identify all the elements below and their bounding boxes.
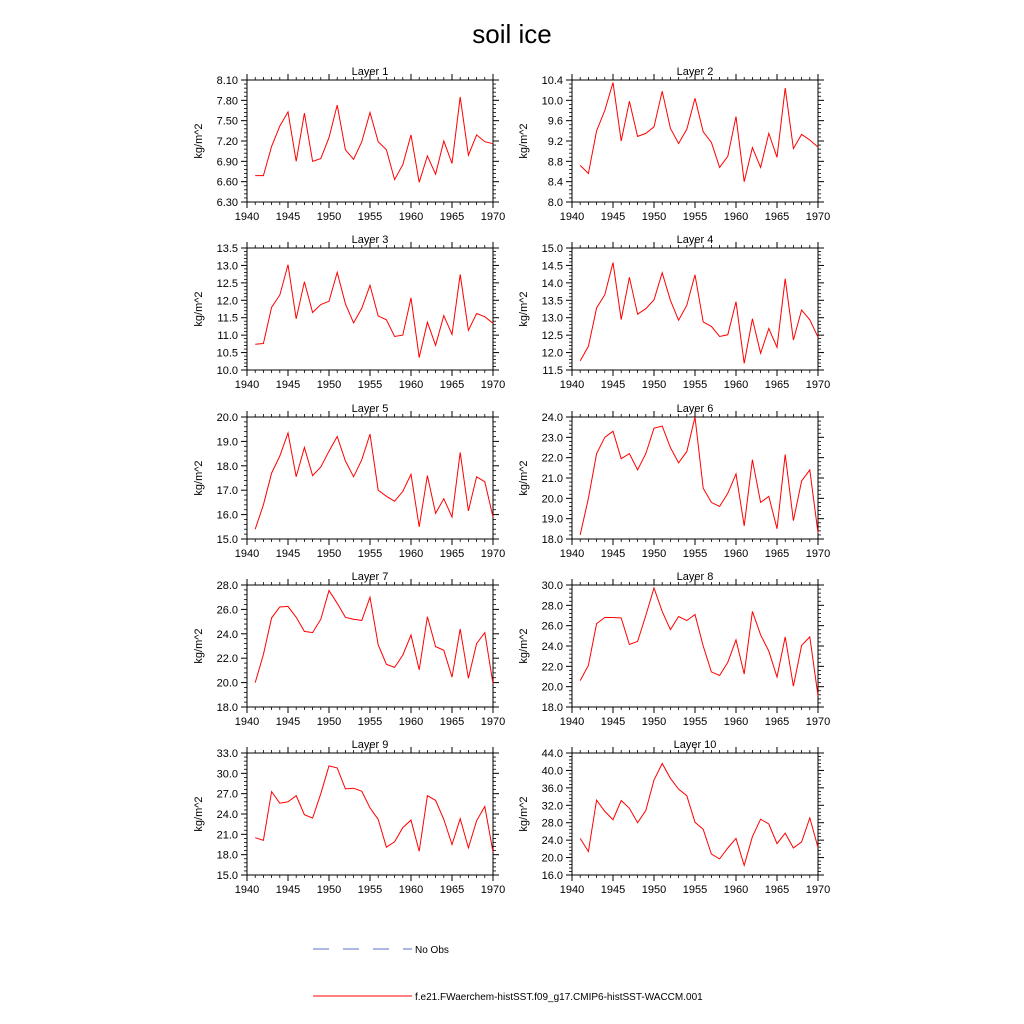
x-tick-label: 1970: [480, 379, 506, 391]
legend-obs-label: No Obs: [415, 945, 449, 956]
y-tick-label: 24.0: [541, 835, 563, 848]
y-tick-label: 24.0: [541, 641, 563, 653]
x-tick-label: 1960: [398, 548, 424, 560]
y-tick-label: 28.0: [541, 817, 563, 830]
x-tick-label: 1945: [600, 379, 626, 391]
x-tick-label: 1945: [275, 211, 301, 223]
x-tick-label: 1940: [234, 716, 260, 728]
y-tick-label: 20.0: [541, 852, 563, 865]
y-tick-label: 20.0: [541, 493, 563, 506]
x-tick-label: 1960: [723, 548, 749, 560]
y-tick-label: 21.0: [541, 473, 563, 485]
y-axis-label: kg/m^2: [518, 291, 530, 327]
y-tick-label: 7.80: [216, 95, 238, 108]
x-tick-label: 1940: [234, 379, 260, 391]
panel-title: Layer 9: [351, 739, 389, 751]
y-tick-label: 13.0: [541, 312, 563, 325]
y-tick-label: 12.0: [216, 295, 238, 308]
y-tick-label: 14.0: [541, 277, 563, 290]
panel-title: Layer 6: [676, 403, 714, 415]
y-tick-label: 18.0: [216, 460, 238, 473]
y-axis-label: kg/m^2: [193, 460, 205, 496]
panel-title: Layer 4: [676, 234, 714, 246]
x-tick-label: 1965: [439, 884, 465, 896]
y-tick-label: 10.0: [541, 95, 563, 108]
y-tick-label: 12.0: [541, 347, 563, 360]
x-tick-label: 1955: [357, 548, 383, 560]
y-tick-label: 27.0: [216, 788, 238, 801]
y-tick-label: 26.0: [216, 604, 238, 617]
y-axis-label: kg/m^2: [193, 796, 205, 832]
y-tick-label: 18.0: [541, 534, 563, 546]
panel-title: Layer 7: [351, 571, 389, 583]
x-tick-label: 1955: [357, 379, 383, 391]
x-tick-label: 1945: [275, 548, 301, 560]
y-tick-label: 14.5: [541, 260, 563, 273]
x-tick-label: 1965: [764, 548, 790, 560]
panel-title: Layer 5: [351, 403, 389, 415]
panel-title: Layer 10: [673, 739, 717, 751]
x-tick-label: 1970: [805, 548, 831, 560]
y-tick-label: 15.0: [541, 243, 563, 255]
figure-title: soil ice: [472, 19, 552, 49]
x-tick-label: 1965: [764, 884, 790, 896]
y-tick-label: 16.0: [541, 870, 563, 882]
y-axis-label: kg/m^2: [193, 123, 205, 159]
x-tick-label: 1970: [480, 548, 506, 560]
y-tick-label: 17.0: [216, 485, 238, 498]
y-tick-label: 22.0: [541, 452, 563, 465]
y-tick-label: 28.0: [216, 580, 238, 592]
panel-title: Layer 8: [676, 571, 714, 583]
x-tick-label: 1945: [600, 548, 626, 560]
x-tick-label: 1950: [316, 716, 342, 728]
y-tick-label: 24.0: [541, 412, 563, 424]
y-tick-label: 28.0: [541, 600, 563, 613]
x-tick-label: 1955: [682, 211, 708, 223]
y-tick-label: 24.0: [216, 628, 238, 641]
y-tick-label: 9.6: [547, 115, 563, 128]
y-tick-label: 36.0: [541, 782, 563, 795]
y-tick-label: 13.0: [216, 260, 238, 273]
x-tick-label: 1950: [641, 716, 667, 728]
x-tick-label: 1960: [398, 379, 424, 391]
x-tick-label: 1950: [316, 379, 342, 391]
y-tick-label: 22.0: [541, 661, 563, 674]
legend-model-label: f.e21.FWaerchem-histSST.f09_g17.CMIP6-histSST-WACCM.001: [415, 992, 703, 1003]
x-tick-label: 1960: [723, 716, 749, 728]
x-tick-label: 1950: [641, 211, 667, 223]
x-tick-label: 1945: [275, 716, 301, 728]
x-tick-label: 1950: [316, 548, 342, 560]
y-tick-label: 32.0: [541, 800, 563, 813]
x-tick-label: 1965: [439, 548, 465, 560]
x-tick-label: 1950: [316, 211, 342, 223]
y-tick-label: 20.0: [216, 677, 238, 690]
x-tick-label: 1940: [559, 548, 585, 560]
y-axis-label: kg/m^2: [518, 628, 530, 664]
y-tick-label: 19.0: [216, 436, 238, 449]
y-tick-label: 12.5: [216, 277, 238, 290]
y-tick-label: 13.5: [216, 243, 238, 255]
y-tick-label: 16.0: [216, 509, 238, 522]
y-tick-label: 13.5: [541, 295, 563, 308]
x-tick-label: 1945: [600, 716, 626, 728]
y-tick-label: 18.0: [541, 702, 563, 714]
y-tick-label: 26.0: [541, 620, 563, 633]
y-tick-label: 23.0: [541, 432, 563, 445]
y-tick-label: 15.0: [216, 870, 238, 882]
x-tick-label: 1970: [480, 716, 506, 728]
y-tick-label: 30.0: [541, 580, 563, 592]
y-tick-label: 10.5: [216, 347, 238, 360]
y-tick-label: 8.10: [216, 75, 238, 87]
y-tick-label: 10.0: [216, 365, 238, 377]
y-axis-label: kg/m^2: [518, 123, 530, 159]
y-tick-label: 7.20: [216, 136, 238, 148]
y-tick-label: 30.0: [216, 768, 238, 781]
x-tick-label: 1955: [682, 884, 708, 896]
y-tick-label: 20.0: [541, 681, 563, 694]
y-tick-label: 15.0: [216, 534, 238, 546]
x-tick-label: 1945: [275, 884, 301, 896]
panel-title: Layer 1: [351, 66, 389, 78]
y-tick-label: 9.2: [547, 136, 563, 148]
x-tick-label: 1950: [641, 548, 667, 560]
x-tick-label: 1960: [723, 211, 749, 223]
y-tick-label: 18.0: [216, 849, 238, 862]
x-tick-label: 1940: [234, 884, 260, 896]
x-tick-label: 1945: [600, 884, 626, 896]
x-tick-label: 1970: [480, 884, 506, 896]
y-tick-label: 6.30: [216, 197, 238, 209]
x-tick-label: 1960: [723, 379, 749, 391]
x-tick-label: 1940: [234, 211, 260, 223]
x-tick-label: 1950: [316, 884, 342, 896]
x-tick-label: 1945: [600, 211, 626, 223]
x-tick-label: 1965: [764, 211, 790, 223]
x-tick-label: 1940: [559, 379, 585, 391]
y-tick-label: 6.90: [216, 156, 238, 169]
y-axis-label: kg/m^2: [518, 460, 530, 496]
x-tick-label: 1955: [357, 211, 383, 223]
y-tick-label: 19.0: [541, 513, 563, 526]
x-tick-label: 1940: [559, 884, 585, 896]
y-tick-label: 24.0: [216, 809, 238, 821]
x-tick-label: 1965: [439, 716, 465, 728]
y-tick-label: 8.8: [547, 156, 563, 169]
x-tick-label: 1960: [398, 211, 424, 223]
x-tick-label: 1965: [764, 379, 790, 391]
y-axis-label: kg/m^2: [193, 291, 205, 327]
x-tick-label: 1940: [234, 548, 260, 560]
y-tick-label: 18.0: [216, 702, 238, 714]
x-tick-label: 1945: [275, 379, 301, 391]
x-tick-label: 1970: [805, 211, 831, 223]
y-tick-label: 6.60: [216, 176, 238, 189]
x-tick-label: 1955: [357, 716, 383, 728]
x-tick-label: 1960: [398, 884, 424, 896]
y-tick-label: 40.0: [541, 765, 563, 778]
y-tick-label: 44.0: [541, 748, 563, 760]
x-tick-label: 1955: [682, 379, 708, 391]
y-tick-label: 8.0: [547, 197, 563, 209]
y-tick-label: 7.50: [216, 115, 238, 128]
y-tick-label: 11.5: [217, 312, 238, 325]
x-tick-label: 1965: [764, 716, 790, 728]
y-tick-label: 33.0: [216, 748, 238, 760]
y-tick-label: 20.0: [216, 412, 238, 424]
x-tick-label: 1960: [398, 716, 424, 728]
x-tick-label: 1950: [641, 379, 667, 391]
x-tick-label: 1970: [805, 884, 831, 896]
panel-title: Layer 2: [676, 66, 714, 78]
x-tick-label: 1950: [641, 884, 667, 896]
x-tick-label: 1955: [682, 716, 708, 728]
x-tick-label: 1965: [439, 379, 465, 391]
x-tick-label: 1940: [559, 211, 585, 223]
y-tick-label: 10.4: [541, 75, 563, 87]
y-tick-label: 21.0: [216, 829, 238, 842]
y-axis-label: kg/m^2: [518, 796, 530, 832]
y-tick-label: 22.0: [216, 653, 238, 666]
x-tick-label: 1955: [682, 548, 708, 560]
y-tick-label: 12.5: [541, 330, 563, 343]
x-tick-label: 1970: [805, 716, 831, 728]
x-tick-label: 1940: [559, 716, 585, 728]
x-tick-label: 1970: [805, 379, 831, 391]
y-tick-label: 11.0: [217, 330, 238, 343]
x-tick-label: 1960: [723, 884, 749, 896]
x-tick-label: 1970: [480, 211, 506, 223]
panel-title: Layer 3: [351, 234, 389, 246]
x-tick-label: 1965: [439, 211, 465, 223]
y-tick-label: 11.5: [542, 365, 563, 377]
y-axis-label: kg/m^2: [193, 628, 205, 664]
x-tick-label: 1955: [357, 884, 383, 896]
y-tick-label: 8.4: [547, 176, 563, 189]
